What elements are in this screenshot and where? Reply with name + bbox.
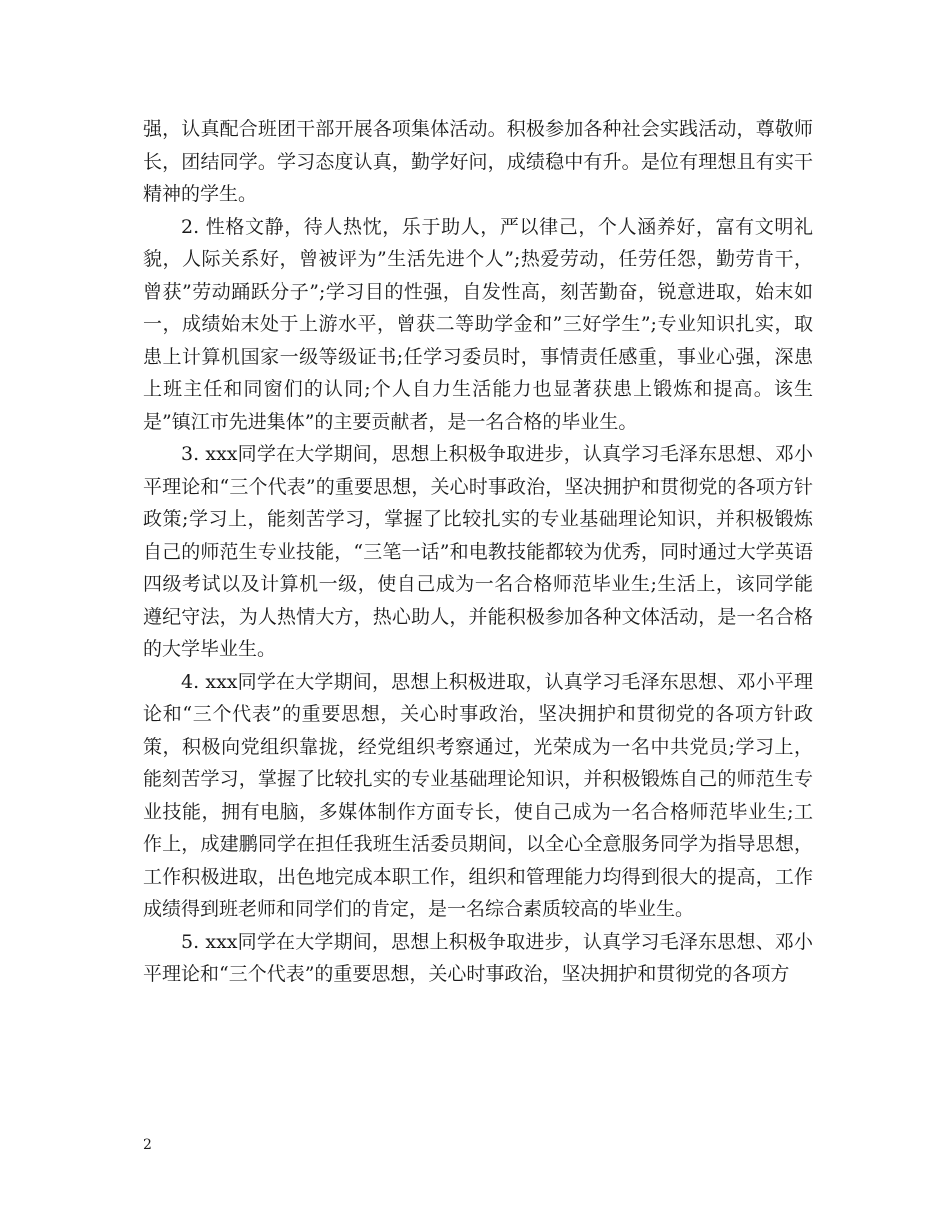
paragraph-item-3: 3. xxx同学在大学期间，思想上积极争取进步，认真学习毛泽东思想、邓小平理论和“三个代表”的重要思想，关心时事政治，坚决拥护和贯彻党的各项方针政策;学习上，能刻苦学习，掌握了比较扎实的专业基础理论知识，并积极锻炼自己的师范生专业技能，“三笔一话”和电教技能都较为优秀，同时通过大学英语四级考试以及计算机一级，使自己成为一名合格师范毕业生;生活上，该同学能遵纪守法，为人热情大方，热心助人，并能积极参加各种文体活动，是一名合格的大学毕业生。 xyxy=(143,443,813,660)
paragraph-item-2: 2. 性格文静，待人热忱，乐于助人，严以律己，个人涵养好，富有文明礼貌，人际关系好，曾被评为”生活先进个人”;热爱劳动，任劳任怨，勤劳肯干，曾获”劳动踊跃分子”;学习目的性强，自发性高，刻苦勤奋，锐意进取，始末如一，成绩始末处于上游水平，曾获二等助学金和”三好学生”;专业知识扎实，取患上计算机国家一级等级证书;任学习委员时，事情责任感重，事业心强，深患上班主任和同窗们的认同;个人自力生活能力也显著获患上锻炼和提高。该生是”镇江市先进集体”的主要贡献者，是一名合格的毕业生。 xyxy=(143,215,813,433)
paragraph-continuation: 强，认真配合班团干部开展各项集体活动。积极参加各种社会实践活动，尊敬师长，团结同学。学习态度认真，勤学好问，成绩稳中有升。是位有理想且有实干精神的学生。 xyxy=(143,118,813,205)
page-number: 2 xyxy=(143,1137,152,1153)
document-body xyxy=(143,113,813,991)
paragraph-item-4: 4. xxx同学在大学期间，思想上积极进取，认真学习毛泽东思想、邓小平理论和“三个代表”的重要思想，关心时事政治，坚决拥护和贯彻党的各项方针政策，积极向党组织靠拢，经党组织考察通过，光荣成为一名中共党员;学习上，能刻苦学习，掌握了比较扎实的专业基础理论知识，并积极锻炼自己的师范生专业技能，拥有电脑，多媒体制作方面专长，使自己成为一名合格师范毕业生;工作上，成建鹏同学在担任我班生活委员期间，以全心全意服务同学为指导思想，工作积极进取，出色地完成本职工作，组织和管理能力均得到很大的提高，工作成绩得到班老师和同学们的肯定，是一名综合素质较高的毕业生。 xyxy=(143,670,813,920)
paragraph-item-5: 5. xxx同学在大学期间，思想上积极争取进步，认真学习毛泽东思想、邓小平理论和“三个代表”的重要思想，关心时事政治，坚决拥护和贯彻党的各项方 xyxy=(143,930,813,985)
